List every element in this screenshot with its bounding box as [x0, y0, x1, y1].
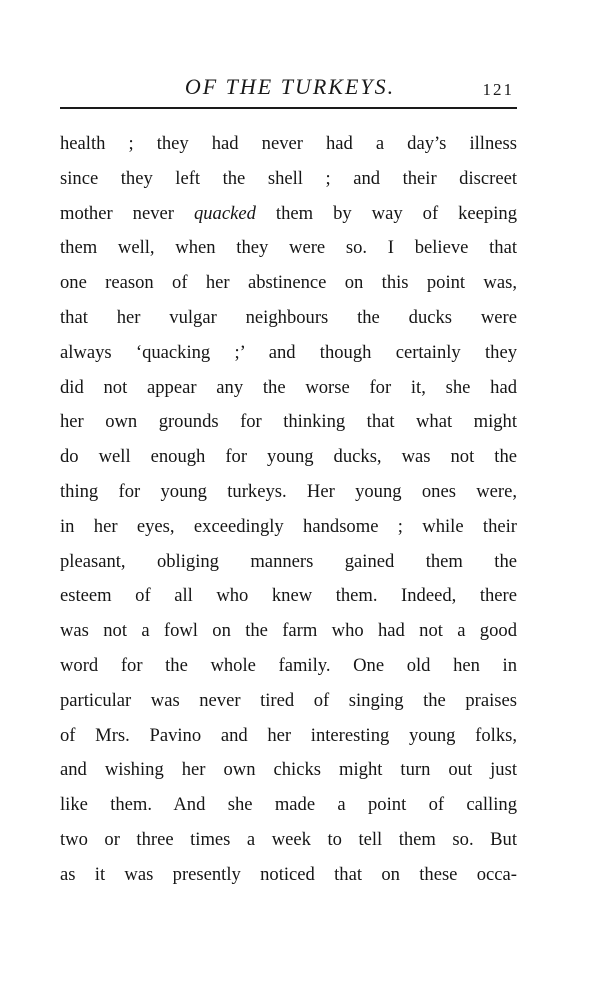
text-line-content: esteem of all who knew them. Indeed, there [60, 585, 517, 607]
text-line-content: two or three times a week to tell them so. But [60, 828, 517, 850]
text-line-content: and wishing her own chicks might turn out just [60, 759, 517, 781]
text-line [60, 858, 517, 893]
text-line [60, 162, 517, 197]
text-line [60, 127, 517, 162]
page-number: 121 [482, 80, 514, 99]
text-line-content: particular was never tired of singing the praises [60, 689, 517, 711]
text-line [60, 336, 517, 371]
text-line-content: in her eyes, exceedingly handsome ; while their [60, 515, 517, 537]
text-line-content: word for the whole family. One old hen in [60, 654, 517, 676]
text-line [60, 684, 517, 719]
text-line [60, 371, 517, 406]
text-line [60, 753, 517, 788]
text-line [60, 545, 517, 580]
text-line [60, 510, 517, 545]
text-line [60, 719, 517, 754]
text-line-content: do well enough for young ducks, was not the [60, 446, 517, 468]
text-line-content: them well, when they were so. I believe that [60, 237, 517, 259]
text-line-content: always ‘quacking ;’ and though certainly they [60, 341, 517, 363]
text-line-content: that her vulgar neighbours the ducks were [60, 306, 517, 328]
text-line [60, 614, 517, 649]
text-line [60, 301, 517, 336]
body-text [60, 127, 517, 893]
text-line-content: them by way of keeping [255, 202, 517, 224]
text-line-content: one reason of her abstinence on this point was, [60, 272, 517, 294]
text-line-content: pleasant, obliging manners gained them the [60, 550, 517, 572]
text-line-content: as it was presently noticed that on these occa- [60, 863, 517, 885]
text-line-content: was not a fowl on the farm who had not a good [60, 620, 517, 642]
text-line [60, 475, 517, 510]
text-line [60, 579, 517, 614]
text-line-content: of Mrs. Pavino and her interesting young folks, [60, 724, 517, 746]
text-line [60, 197, 517, 232]
text-line-content: like them. And she made a point of calling [60, 794, 517, 816]
text-line-content: mother never [60, 202, 194, 224]
running-title: OF THE TURKEYS. [184, 74, 396, 99]
italic-word: quacked [193, 202, 256, 224]
text-line-content: health ; they had never had a day’s illness [60, 133, 517, 154]
page-header [60, 74, 520, 106]
text-line [60, 405, 517, 440]
text-line [60, 788, 517, 823]
text-line-content: since they left the shell ; and their discreet [60, 167, 517, 189]
text-line-content: her own grounds for thinking that what might [60, 411, 517, 433]
text-line [60, 231, 517, 266]
text-line-content: thing for young turkeys. Her young ones were, [60, 480, 517, 502]
text-line-content: did not appear any the worse for it, she had [60, 376, 517, 398]
text-line [60, 649, 517, 684]
header-rule [60, 107, 517, 109]
text-line [60, 440, 517, 475]
text-line [60, 266, 517, 301]
text-line [60, 823, 517, 858]
